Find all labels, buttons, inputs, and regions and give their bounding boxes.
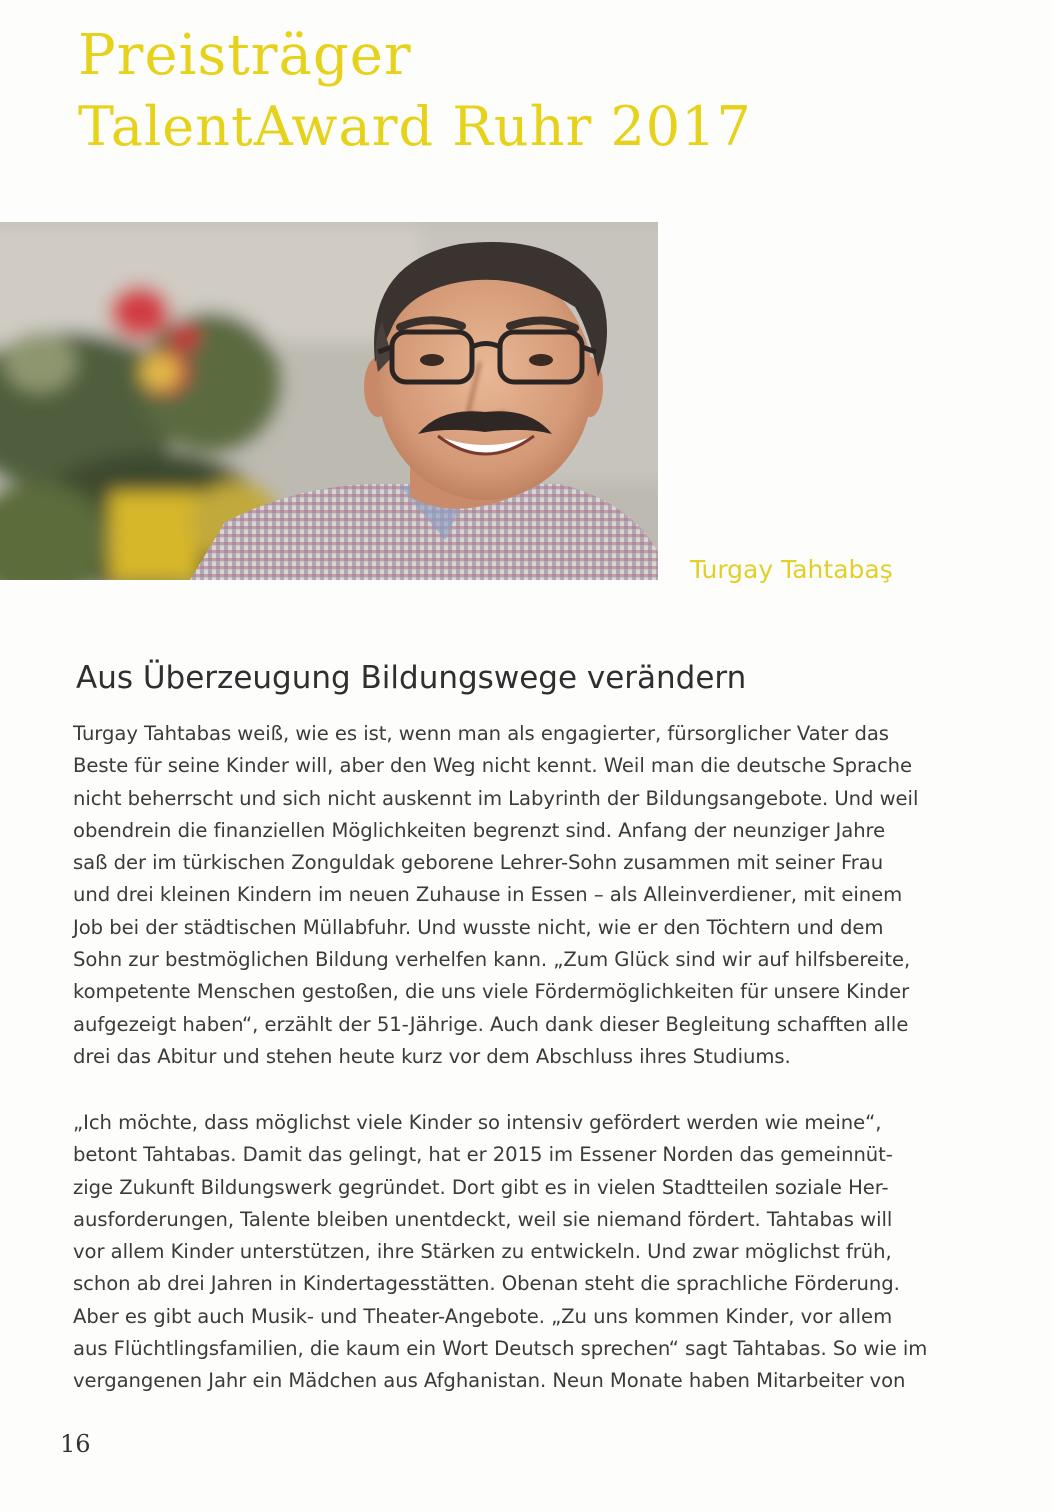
text-line: schon ab drei Jahren in Kindertagesstätten. Obenan steht die sprachliche Förderung. xyxy=(73,1272,900,1296)
text-line: Job bei der städtischen Müllabfuhr. Und wusste nicht, wie er den Töchtern und dem xyxy=(73,915,884,939)
page-number: 16 xyxy=(60,1430,91,1458)
article-paragraph-2 xyxy=(73,1107,1013,1398)
text-line: aus Flüchtlingsfamilien, die kaum ein Wort Deutsch sprechen“ sagt Tahtabas. So wie im xyxy=(73,1337,928,1361)
text-line: nicht beherrscht und sich nicht auskennt im Labyrinth der Bildungsangebote. Und weil xyxy=(73,786,919,810)
text-line: betont Tahtabas. Damit das gelingt, hat er 2015 im Essener Norden das gemeinnüt- xyxy=(73,1143,893,1167)
portrait-photo xyxy=(0,222,658,580)
photo-caption: Turgay Tahtabaş xyxy=(690,555,893,584)
page-title-line-1: Preisträger xyxy=(78,23,412,88)
text-line: „Ich möchte, dass möglichst viele Kinder so intensiv gefördert werden wie meine“, xyxy=(73,1111,882,1134)
text-line: und drei kleinen Kindern im neuen Zuhause in Essen – als Alleinverdiener, mit einem xyxy=(73,883,903,907)
text-line: obendrein die finanziellen Möglichkeiten begrenzt sind. Anfang der neunziger Jahre xyxy=(73,818,886,842)
text-line: kompetente Menschen gestoßen, die uns viele Fördermöglichkeiten für unsere Kinder xyxy=(73,980,910,1004)
text-line: Beste für seine Kinder will, aber den Weg nicht kennt. Weil man die deutsche Sprache xyxy=(73,754,913,778)
text-line: zige Zukunft Bildungswerk gegründet. Dort gibt es in vielen Stadtteilen soziale Her- xyxy=(73,1175,889,1199)
text-line: Aber es gibt auch Musik- und Theater-Angebote. „Zu uns kommen Kinder, vor allem xyxy=(73,1304,893,1328)
text-line: aufgezeigt haben“, erzählt der 51-Jährige. Auch dank dieser Begleitung schafften alle xyxy=(73,1012,909,1036)
article-headline: Aus Überzeugung Bildungswege verändern xyxy=(76,660,747,696)
text-line: vor allem Kinder unterstützen, ihre Stärken zu entwickeln. Und zwar möglichst früh, xyxy=(73,1240,892,1264)
text-line: Turgay Tahtabas weiß, wie es ist, wenn man als engagierter, fürsorglicher Vater das xyxy=(73,722,889,745)
article-paragraph-1 xyxy=(73,718,1013,1073)
page-title-line-2: TalentAward Ruhr 2017 xyxy=(78,95,752,158)
text-line: vergangenen Jahr ein Mädchen aus Afghanistan. Neun Monate haben Mitarbeiter von xyxy=(73,1369,906,1393)
text-line: drei das Abitur und stehen heute kurz vor dem Abschluss ihres Studiums. xyxy=(73,1044,791,1068)
text-line: ausforderungen, Talente bleiben unentdeckt, weil sie niemand fördert. Tahtabas will xyxy=(73,1207,893,1231)
text-line: saß der im türkischen Zonguldak geborene Lehrer-Sohn zusammen mit seiner Frau xyxy=(73,851,884,875)
text-line: Sohn zur bestmöglichen Bildung verhelfen kann. „Zum Glück sind wir auf hilfsbereite, xyxy=(73,948,911,972)
